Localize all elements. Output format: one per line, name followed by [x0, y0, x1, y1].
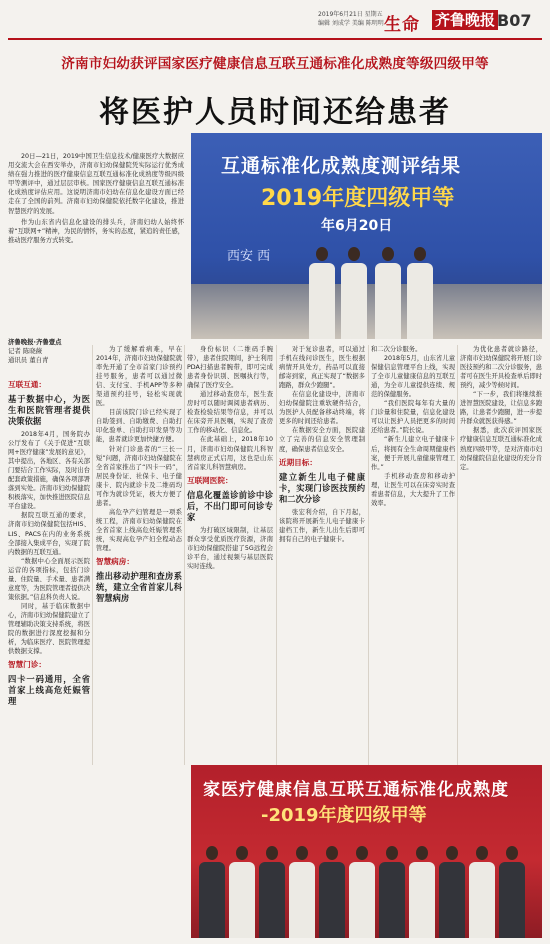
- body-paragraph: 身份标识（二维码手腕带），患者住院期间，护士利用PDA扫描患者腕带，即可完成患者身份识别、医嘱执行等，确保了医疗安全。: [187, 346, 273, 390]
- byline-correspondent: 通讯员 董自青: [8, 356, 49, 364]
- body-paragraph: 对于复诊患者，可以通过手机在线问诊医生，医生根据病情开具处方，药品可以直接邮寄到家，真正实现了“数据多跑路，群众少跑腿”。: [279, 346, 365, 390]
- photo-person: [319, 846, 345, 938]
- body-paragraph: 和二次分诊服务。: [371, 346, 422, 353]
- body-paragraph: 张宏利介绍，自下月起，该院将开展新生儿电子健康卡建档工作，新生儿出生后即可拥有自己的电子健康卡。: [279, 508, 365, 543]
- photo-person: [499, 846, 525, 938]
- page-number: B07: [497, 11, 532, 30]
- article-column-5: [371, 345, 455, 508]
- section-subheading: 推出移动护理和查房系统，建立全省首家儿科智慧病房: [96, 571, 182, 604]
- column-divider: [457, 345, 458, 765]
- header-rule: [8, 38, 542, 40]
- section-heading: 智慧病房：: [96, 557, 134, 567]
- photo-banner-date: 年6月20日: [321, 218, 393, 234]
- body-paragraph: 为打破区域限制，让基层群众享受优质医疗资源，济南市妇幼保健院搭建了5G远程会诊平台，通过视频与基层医院实时连线。: [187, 526, 273, 570]
- photo-person: [229, 846, 255, 938]
- body-paragraph: 据悉，此次获评国家医疗健康信息互联互通标准化成熟度四级甲等，是对济南市妇幼保健院信息化建设的充分肯定。: [460, 427, 542, 471]
- body-paragraph: 通过移动查房车，医生查房时可以随时调阅患者病历、检查检验结果等信息，并可以在床旁开具医嘱，实现了查房工作的移动化、信息化。: [187, 391, 273, 435]
- body-paragraph: 手机移动查房和移动护理，让医生可以在床旁实时查看患者信息，大大提升了工作效率。: [371, 472, 455, 507]
- section-heading: 互联互通：: [8, 380, 46, 389]
- body-paragraph: “数据中心全面展示医院运营的各项指标，包括门诊量、住院量、手术量、患者满意度等，为医院管理者提供决策依据。”信息科负责人说。: [8, 557, 90, 601]
- section-subheading: 信息化覆盖诊前诊中诊后，不出门即可问诊专家: [187, 489, 273, 522]
- article-column-6: [460, 345, 542, 472]
- column-divider: [276, 345, 277, 765]
- body-paragraph: 在此基础上，2018年10月，济南市妇幼保健院儿科智慧病房正式启用，这也是山东省首家儿科智慧病房。: [187, 436, 273, 471]
- article-intro: [8, 152, 184, 245]
- body-paragraph: 为优化患者就诊路径，济南市妇幼保健院将开展门诊医技预约和二次分诊服务，患者可在医生开具检查单后即时预约，减少等候时间。: [460, 346, 542, 390]
- issue-editors: 编辑 刘成学 美编 陈明明: [318, 20, 384, 27]
- issue-meta: [318, 10, 384, 28]
- article-column-4: [279, 345, 365, 544]
- photo-banner-place: 西安 西: [227, 249, 271, 264]
- photo-person: [341, 247, 367, 339]
- body-paragraph: “我们医院每年有大量的门诊量和住院量，信息化建设可以让医护人员把更多的时间还给患者。”院长说。: [371, 400, 455, 435]
- article-column-1: [8, 376, 90, 710]
- body-paragraph: 高危孕产妇管理是一项系统工程，济南市妇幼保健院在全省首家上线高危妊娠管理系统，实现高危孕产妇全程动态管理。: [96, 508, 182, 553]
- section-subheading: 建立新生儿电子健康卡，实现门诊医技预约和二次分诊: [279, 471, 365, 504]
- photo-person: [349, 846, 375, 938]
- body-paragraph: 目前该院门诊已经实现了自助签到、自助缴费、自助打印化验单、自助打印发票等功能，患者就诊更加快捷方便。: [96, 409, 182, 444]
- intro-paragraph: 20日—21日，2019中国卫生信息技术/健康医疗大数据应用交流大会在西安举办，济南市妇幼保健院凭实际运行优秀成绩在强力推进的医疗健康信息互联互通标准化成熟度等级四级甲等测评中，通过层层审核。国家医疗健康信息互联互通标准化成熟度评估应用。这说明济南市妇幼在信息化建设方面已经走在了全国的前列。济南市妇幼保健院依托数字化建设，推进智慧医疗的发展。: [8, 153, 184, 215]
- photo-person: [199, 846, 225, 938]
- photo-person: [407, 247, 433, 339]
- photo-banner-level: 2019年度四级甲等: [261, 186, 455, 211]
- photo-person: [469, 846, 495, 938]
- photo-banner-text: 家医疗健康信息互联互通标准化成熟度: [203, 780, 509, 800]
- photo-person: [309, 247, 335, 339]
- article-column-3: [187, 345, 273, 571]
- body-paragraph: 在数据安全方面，医院建立了完善的信息安全管理制度，确保患者信息安全。: [279, 427, 365, 453]
- section-heading: 互联网医院：: [187, 475, 233, 485]
- body-paragraph: 2018年5月，山东省儿童保健信息管理平台上线，实现了全市儿童健康信息的互联互通，为全市儿童提供连续、规范的保健服务。: [371, 355, 455, 399]
- photo-group-row: [199, 838, 534, 938]
- section-heading: 智慧门诊：: [8, 660, 46, 670]
- newspaper-logo: 齐鲁晚报: [432, 10, 498, 30]
- section-subheading: 四卡一码通用，全省首家上线高危妊娠管理: [8, 674, 90, 707]
- group-photo: [191, 765, 542, 938]
- photo-person: [375, 247, 401, 339]
- intro-paragraph-2: 作为山东省内信息化建设的排头兵，济南妇幼人始终怀着“互联网+”精神，为民的情怀，务实的态度，紧追的责任感，推动医疗服务方式转变。: [8, 218, 184, 244]
- headline-main: 将医护人员时间还给患者: [99, 95, 451, 130]
- section-name: 生命: [384, 15, 420, 35]
- body-paragraph: 同时，基于临床数据中心，济南市妇幼保健院建立了管理辅助决策支持系统，将医院的数据进行深度挖掘和分析，为临床医疗、医院管理提供数据支撑。: [8, 602, 90, 656]
- photo-person: [259, 846, 285, 938]
- body-paragraph: “下一步，我们将继续推进智慧医院建设，让信息多跑路，让患者少跑腿，进一步提升群众就医获得感。”: [460, 391, 542, 426]
- award-ceremony-photo: [191, 133, 542, 339]
- article-column-2: [96, 345, 182, 607]
- headline-kicker: 济南市妇幼获评国家医疗健康信息互联互通标准化成熟度等级四级甲等: [61, 56, 489, 72]
- column-divider: [184, 345, 185, 765]
- photo-person: [439, 846, 465, 938]
- photo-person: [409, 846, 435, 938]
- byline-reporter: 记者 陈晓薇: [8, 347, 42, 355]
- body-paragraph: “新生儿建立电子健康卡后，将拥有全生命周期健康档案，便于开展儿童健康管理工作。”: [371, 436, 455, 471]
- photo-banner-level: -2019年度四级甲等: [261, 805, 427, 826]
- column-divider: [368, 345, 369, 765]
- section-subheading: 基于数据中心，为医生和医院管理者提供决策依据: [8, 394, 90, 426]
- issue-date: 2019年6月21日 星期五: [318, 11, 383, 18]
- body-paragraph: 2018年4月，国务院办公厅发布了《关于促进“互联网+医疗健康”发展的意见》，其中提出，各地区、各有关部门要结合工作实际，及时出台配套政策措施，确保各项部署落到实处。济南市妇幼保健院积极落实，加快推进医院信息平台建设。: [8, 431, 90, 511]
- body-paragraph: 在信息化建设中，济南市妇幼保健院注重软硬件结合，为医护人员配备移动终端，将更多的时间还给患者。: [279, 391, 365, 426]
- photo-person: [379, 846, 405, 938]
- photo-banner-text: 互通标准化成熟度测评结果: [221, 155, 462, 177]
- column-divider: [92, 345, 93, 765]
- page-header: [0, 0, 550, 50]
- photo-person: [289, 846, 315, 938]
- body-paragraph: 针对门诊患者的“三长一短”问题，济南市妇幼保健院在全省首家推出了“四卡一码”，居民身份证、社保卡、电子健康卡、院内就诊卡及二维码均可作为就诊凭证，极大方便了患者。: [96, 445, 182, 507]
- body-paragraph: 据院互联互通的要求，济南市妇幼保健院包括HIS、LIS、PACS在内的业务系统全部接入集成平台，实现了院内数据的互联互通。: [8, 512, 90, 556]
- byline-source: 济鲁晚报·齐鲁壹点: [8, 338, 62, 346]
- body-paragraph: 为了缓解看病难，早在2014年，济南市妇幼保健院就率先开通了全市首家门诊预约挂号服务，患者可以通过微信、支付宝、手机APP等多种渠道预约挂号，轻松实现就医。: [96, 346, 182, 408]
- section-heading: 近期目标：: [279, 457, 317, 467]
